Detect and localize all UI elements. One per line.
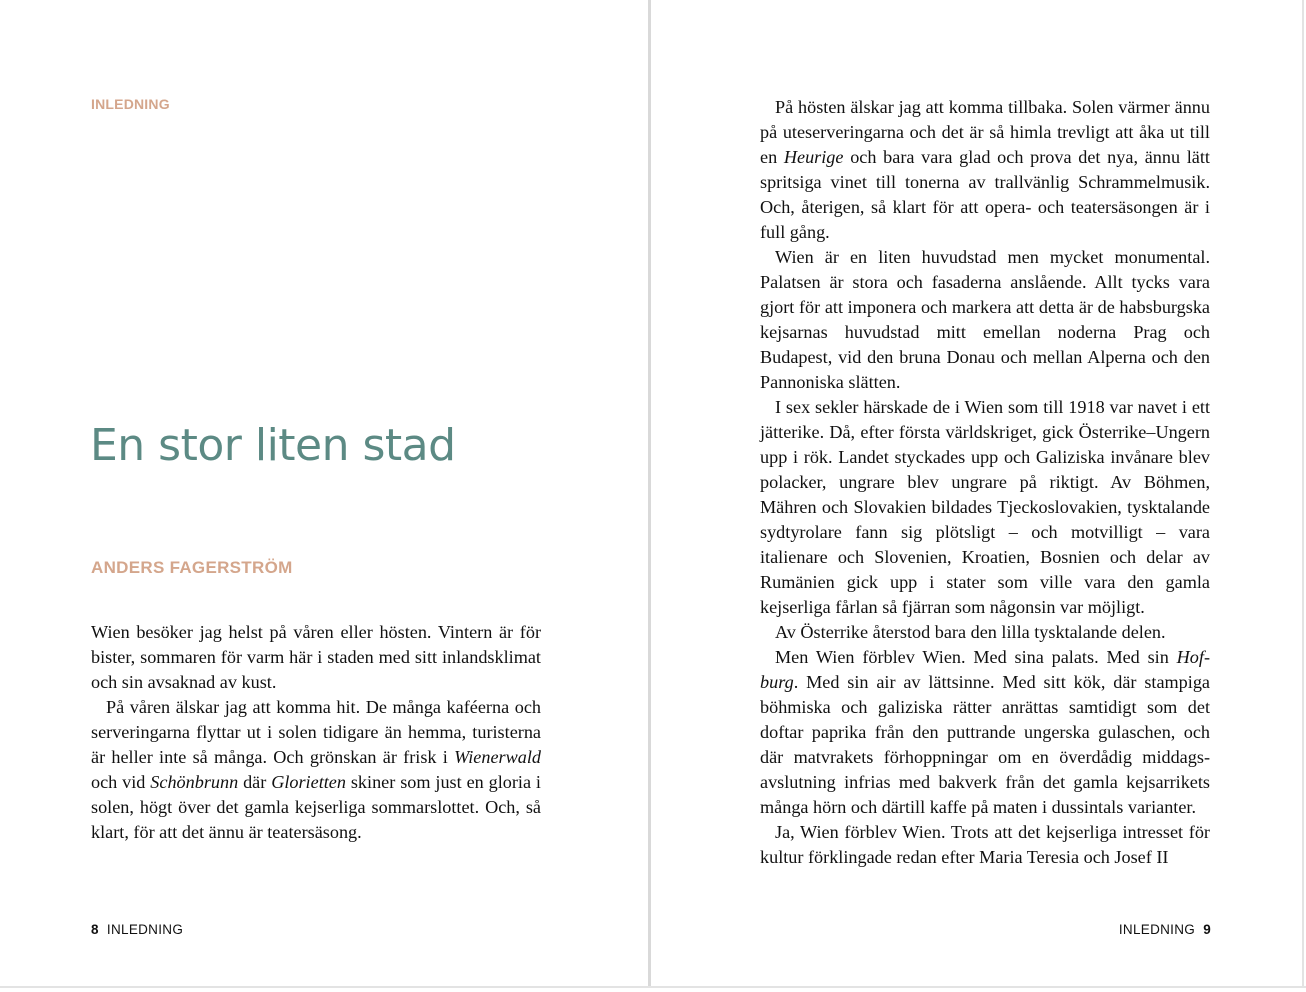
paragraph: Wien är en liten huvudstad men mycket monumental. Palatsen är stora och fasaderna anslående. Allt tycks vara gjort för att imponera och markera att detta är de habsburgska kejsarnas huvudstad mitt emellan noderna Prag och Budapest, vid den bruna Donau och mellan Alperna och den Pannoniska slätten. — [760, 247, 1210, 392]
paragraph: På hösten älskar jag att komma tillbaka. Solen värmer ännu på uteserveringarna och det är så himla trevligt att åka ut till en Heurige och bara vara glad och prova det nya, ännu lätt spritsiga vinet till tonerna av trallvänlig Schrammelmusik. Och, återigen, så klart för att opera- och teatersäsongen är i full gång. — [760, 97, 1210, 242]
chapter-title: En stor liten stad — [90, 420, 456, 471]
paragraph: Wien besöker jag helst på våren eller hösten. Vintern är för bister, sommaren för varm här i staden med sitt inlandsklimat och sin avsaknad av kust. — [91, 622, 541, 692]
paragraph: Ja, Wien förblev Wien. Trots att det kejserliga intresset för kultur förklingade redan efter Maria Teresia och Josef II — [760, 822, 1210, 867]
paragraph: På våren älskar jag att komma hit. De många kaféerna och serveringarna flyttar ut i solen tidigare än hemma, turisterna är heller inte så många. Och grönskan är frisk i Wienerwald och vid Schönbrunn där Glorietten skiner som just en gloria i solen, högt över det gamla kejserliga sommarslottet. Och, så klart, för att det ännu är teatersäsong. — [91, 697, 541, 842]
section-label: INLEDNING — [91, 96, 170, 112]
right-body-text — [760, 95, 1210, 870]
page-number: 8 — [91, 922, 99, 937]
paragraph: Men Wien förblev Wien. Med sina palats. Med sin Hofburg. Med sin air av lättsinne. Med sitt kök, där stampiga böhmiska och galiziska rätter anrättas samtidigt som det doftar paprika från den puttrande ungerska gulaschen, och där matvrakets förhoppningar om en överdådig middagsavslutning infrias med bakverk från det gamla kejsarrikets många hörn och därtill kaffe på maten i dussintals varianter. — [760, 647, 1210, 817]
page-edge — [1302, 0, 1304, 986]
paragraph: Av Österrike återstod bara den lilla tysktalande delen. — [775, 622, 1166, 642]
running-footer-label: INLEDNING — [106, 922, 184, 937]
author-name: ANDERS FAGERSTRÖM — [91, 558, 293, 577]
page-number: 9 — [1203, 922, 1211, 937]
running-footer-label: INLEDNING — [1118, 922, 1196, 937]
paragraph: I sex sekler härskade de i Wien som till 1918 var navet i ett jätterike. Då, efter första världskriget, gick Österrike–Ungern upp i rök. Landet styckades upp och Galiziska invånare blev polacker, ungrare blev ungrare på riktigt. Av Böhmen, Mähren och Slovakien bildades Tjeckoslovakien, tysktalande sydtyrolare fann sig plötsligt – och motvilligt – vara italienare och Slovenien, Kroatien, Bosnien och delar av Rumänien gick upp i stater som ville vara den gamla kejserliga fårlan så fjärran som någonsin var möjligt. — [760, 397, 1210, 617]
left-page-footer — [91, 922, 183, 937]
left-body-text — [91, 620, 541, 845]
right-page-footer — [1119, 922, 1211, 937]
left-page — [0, 0, 648, 986]
page-edge — [0, 986, 1306, 988]
